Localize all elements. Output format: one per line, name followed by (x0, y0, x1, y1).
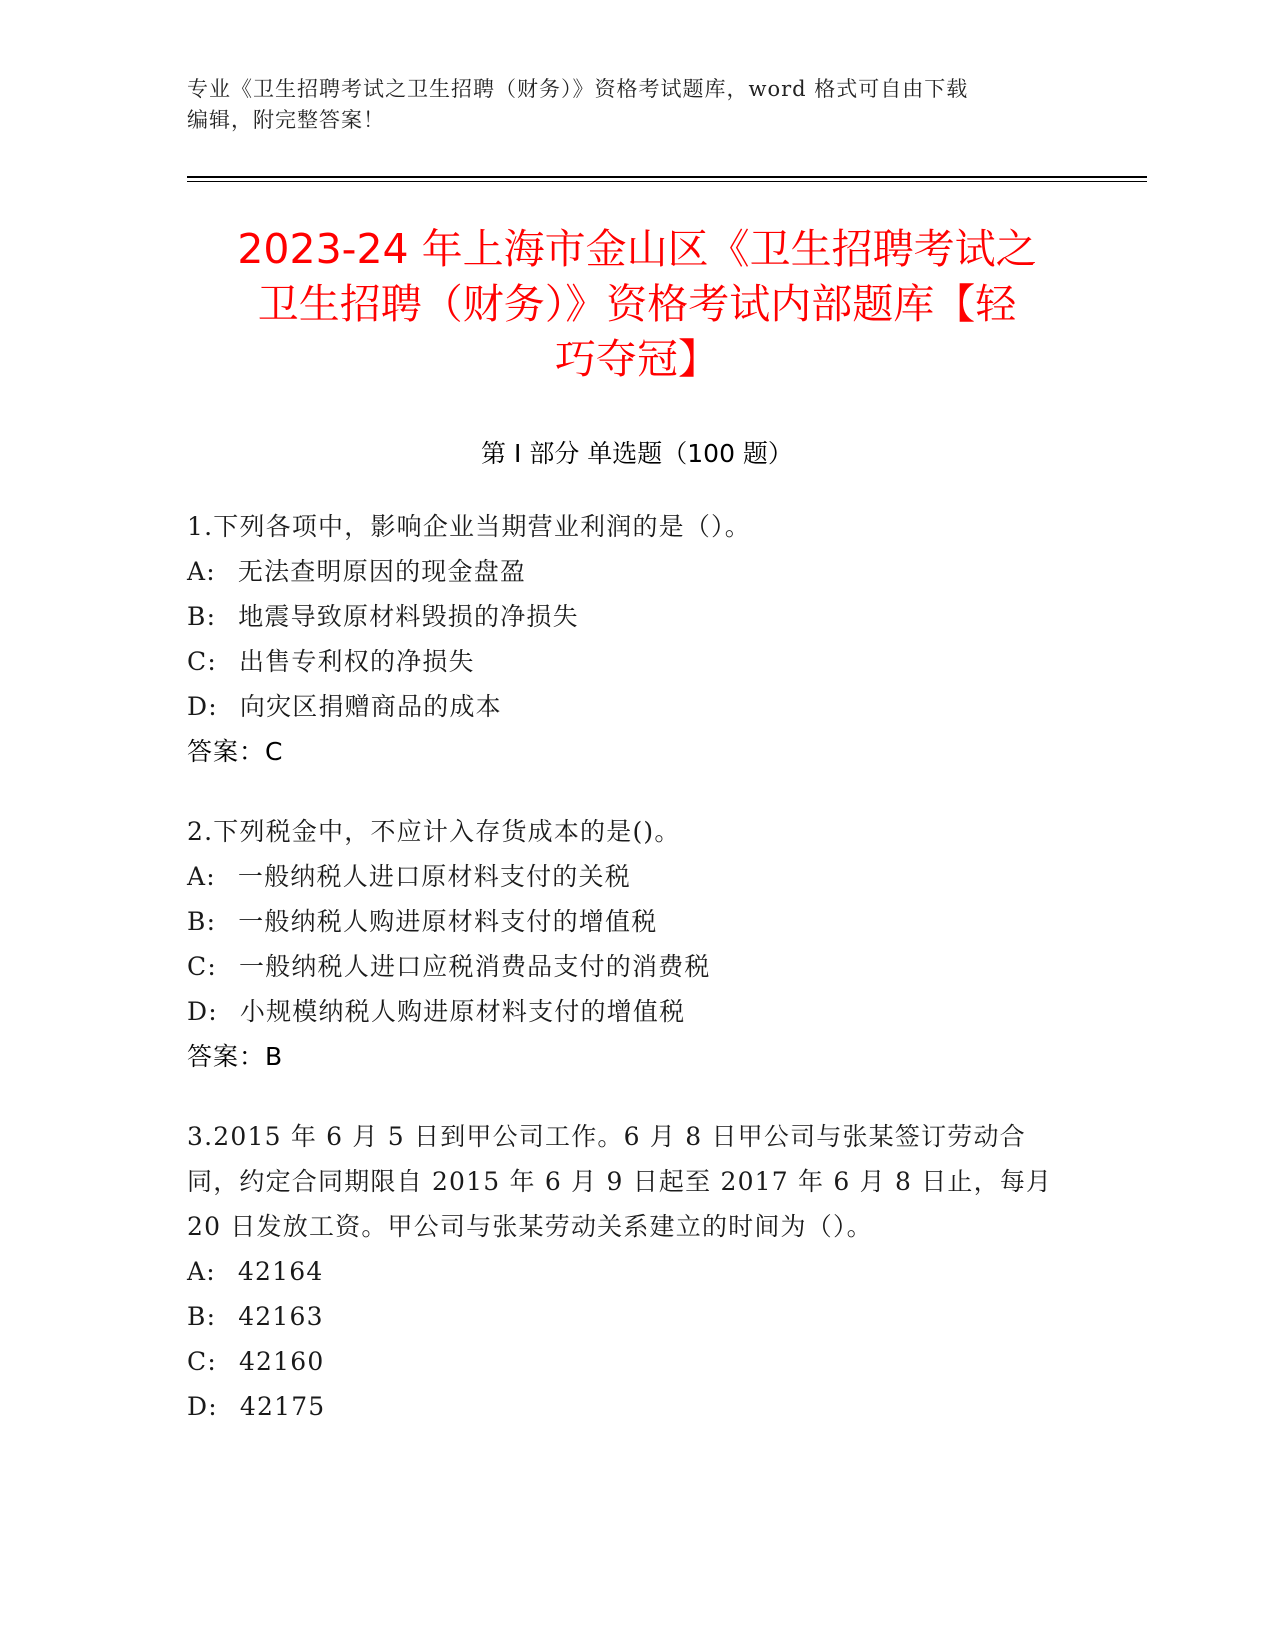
question-1 (187, 504, 1067, 774)
header-line-1: 专业《卫生招聘考试之卫生招聘（财务）》资格考试题库，word 格式可自由下载 (187, 77, 969, 101)
option-text: 一般纳税人购进原材料支付的增值税 (238, 907, 658, 936)
header-line-2: 编辑，附完整答案！ (187, 108, 385, 132)
answer-line: 答案：B (187, 1042, 284, 1071)
option-a (187, 854, 1067, 899)
header-divider-thin (187, 181, 1147, 182)
option-c (187, 944, 1067, 989)
option-b (187, 1294, 1067, 1339)
section-heading: 第 I 部分 单选题（100 题） (481, 439, 793, 468)
document-header-note (187, 74, 1067, 136)
option-d (187, 684, 1067, 729)
option-c (187, 1339, 1067, 1384)
answer-line: 答案：C (187, 737, 284, 766)
question-stem-line-1: 3.2015 年 6 月 5 日到甲公司工作。6 月 8 日甲公司与张某签订劳动合 (187, 1122, 1026, 1151)
option-key: A: (187, 862, 216, 891)
option-text: 向灾区捐赠商品的成本 (239, 692, 502, 721)
option-text: 42175 (239, 1392, 326, 1421)
option-b (187, 899, 1067, 944)
question-3 (187, 1114, 1067, 1429)
option-b (187, 594, 1067, 639)
title-line-1: 2023-24 年上海市金山区《卫生招聘考试之 (237, 225, 1037, 273)
header-divider-thick (187, 176, 1147, 178)
option-key: B: (187, 602, 217, 631)
option-key: C: (187, 647, 217, 676)
option-text: 地震导致原材料毁损的净损失 (238, 602, 579, 631)
option-a (187, 549, 1067, 594)
option-key: A: (187, 557, 216, 586)
question-2 (187, 809, 1067, 1079)
option-key: D: (187, 692, 218, 721)
option-key: C: (187, 1347, 217, 1376)
question-stem-line-3: 20 日发放工资。甲公司与张某劳动关系建立的时间为（）。 (187, 1212, 873, 1241)
option-text: 小规模纳税人购进原材料支付的增值税 (239, 997, 686, 1026)
question-stem: 1.下列各项中，影响企业当期营业利润的是（）。 (187, 512, 751, 541)
option-key: B: (187, 907, 217, 936)
option-d (187, 989, 1067, 1034)
option-text: 42160 (238, 1347, 325, 1376)
option-text: 出售专利权的净损失 (238, 647, 475, 676)
option-key: A: (187, 1257, 216, 1286)
option-c (187, 639, 1067, 684)
option-d (187, 1384, 1067, 1429)
option-text: 一般纳税人进口应税消费品支付的消费税 (238, 952, 711, 981)
title-line-2: 卫生招聘（财务）》资格考试内部题库【轻 (257, 280, 1017, 328)
option-a (187, 1249, 1067, 1294)
option-key: B: (187, 1302, 217, 1331)
question-stem-line-2: 同，约定合同期限自 2015 年 6 月 9 日起至 2017 年 6 月 8 日止，每月 (187, 1167, 1053, 1196)
option-text: 42164 (237, 1257, 324, 1286)
option-key: D: (187, 1392, 218, 1421)
option-text: 42163 (238, 1302, 324, 1331)
option-text: 一般纳税人进口原材料支付的关税 (237, 862, 631, 891)
option-key: C: (187, 952, 217, 981)
option-text: 无法查明原因的现金盘盈 (237, 557, 527, 586)
title-line-3: 巧夺冠】 (555, 335, 719, 383)
document-title (187, 222, 1087, 387)
question-stem: 2.下列税金中，不应计入存货成本的是()。 (187, 817, 681, 846)
option-key: D: (187, 997, 218, 1026)
